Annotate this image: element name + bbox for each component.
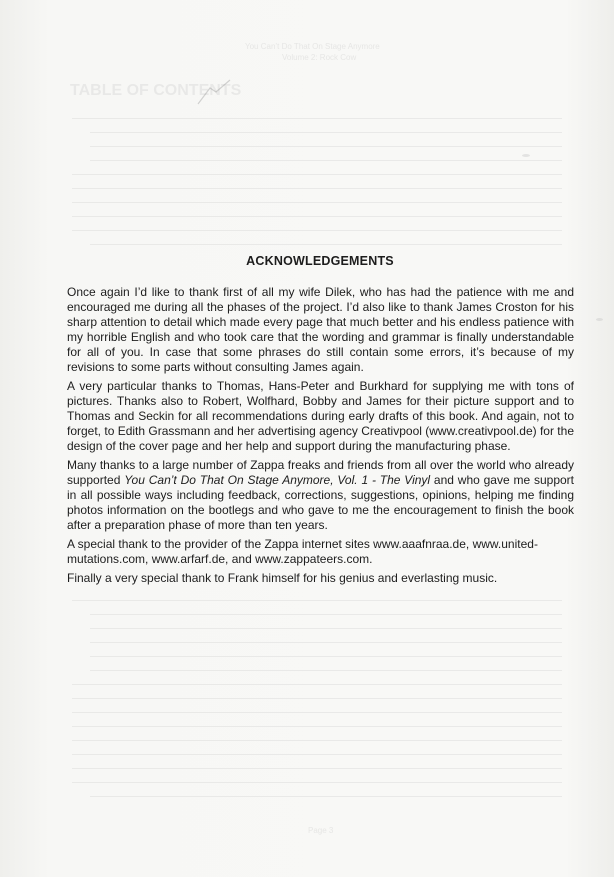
show-through-line [90,614,562,615]
paragraph-text: Many thanks to a large number of Zappa freaks and friends from all over the world who already supported [67,458,574,487]
show-through-line [72,188,562,189]
smudge [596,318,603,321]
show-through-line [72,600,562,601]
smudge [522,154,530,157]
show-through-line [72,684,562,685]
show-through-header-1: You Can’t Do That On Stage Anymore [245,42,380,51]
show-through-line [72,768,562,769]
show-through-line [90,146,562,147]
show-through-line [72,216,562,217]
paragraph-text: and who gave me support in all possible ways including feedback, corrections, suggestions, opinions, helping me finding photos information on the bootlegs and who gave to me the encouragement to finish the book after a preparation phase of more than ten years. [67,473,575,532]
show-through-line [72,726,562,727]
show-through-line [72,230,562,231]
paragraph: A very particular thanks to Thomas, Hans-Peter and Burkhard for supplying me with tons of pictures. Thanks also to Robert, Wolfhard, Bobby and James for their picture support and to Thomas and Seckin for all recommendations during early drafts of this book. And again, not to forget, to Edith Grassmann and her advertising agency Creativpool (www.creativpool.de) for the design of the cover page and her help and support during the manufacturing phase. [67,379,574,453]
show-through-line [72,698,562,699]
paragraph: A special thank to the provider of the Zappa internet sites www.aaafnraa.de, www.united-mutations.com, www.arfarf.de, and www.zappateers.com. [67,537,538,566]
show-through-line [90,656,562,657]
paragraph [67,458,574,533]
show-through-line [90,628,562,629]
show-through-header-2: Volume 2: Rock Cow [282,53,357,62]
show-through-line [90,244,562,245]
show-through-line [72,174,562,175]
show-through-line [72,740,562,741]
show-through-line [72,202,562,203]
show-through-line [90,160,562,161]
show-through-line [72,754,562,755]
show-through-line [90,132,562,133]
show-through-footer: Page 3 [308,826,334,835]
paragraph: Once again I’d like to thank first of all my wife Dilek, who has had the patience with me and encouraged me during all the phases of the project. I’d also like to thank James Croston for his sharp attention to detail which made every page that much better and his endless patience with my horrible English and who took care that the wording and grammar is finally understandable for all of you. In case that some phrases do still contain some errors, it’s because of my revisions to some parts without consulting James again. [67,285,574,374]
show-through-line [72,712,562,713]
show-through-line [72,782,562,783]
acknowledgements-body [67,285,574,590]
show-through-line [72,118,562,119]
show-through-line [90,642,562,643]
pen-mark [196,78,234,106]
show-through-line [90,796,562,797]
show-through-line [90,670,562,671]
page-heading: ACKNOWLEDGEMENTS [246,254,394,268]
show-through-title: TABLE OF CONTENTS [70,82,242,99]
paragraph: Finally a very special thank to Frank himself for his genius and everlasting music. [67,571,498,585]
book-title: You Can’t Do That On Stage Anymore, Vol. 1 - The Vinyl [124,473,431,487]
